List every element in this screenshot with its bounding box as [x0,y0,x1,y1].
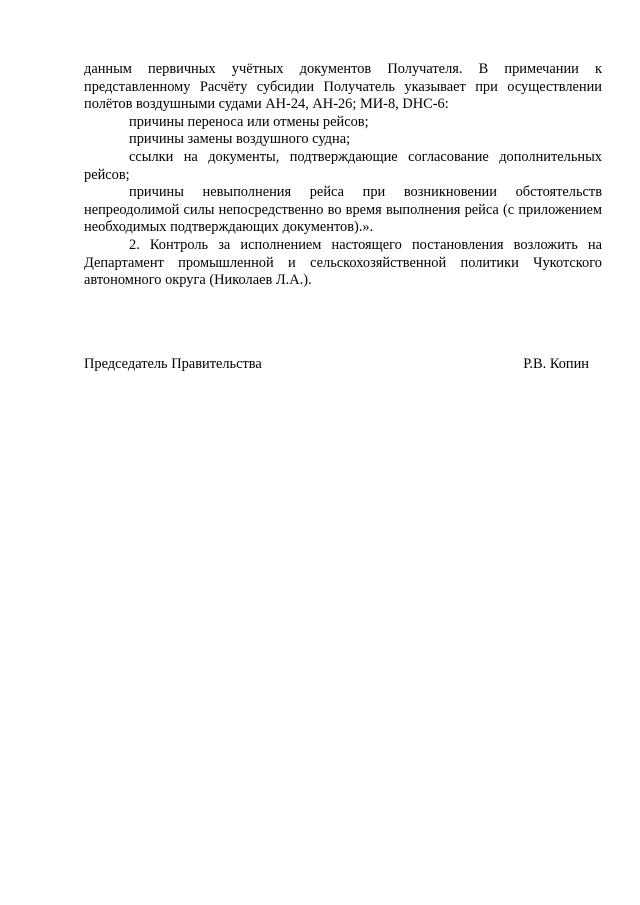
signature-block [84,356,589,374]
paragraph-control: 2. Контроль за исполнением настоящего постановления возложить на Департамент промышленной и сельскохозяйственной политики Чукотского автономного округа (Николаев Л.А.). [84,236,602,289]
signatory-name: Р.В. Копин [523,356,589,372]
paragraph-continuation: данным первичных учётных документов Получателя. В примечании к представленному Расчёту субсидии Получатель указывает при осуществлении полётов воздушными судами АН-24, АН-26; МИ-8, DHC-6: [84,61,602,113]
paragraph-additional-flights: ссылки на документы, подтверждающие согласование дополнительных рейсов; [84,148,602,183]
paragraph-force-majeure: причины невыполнения рейса при возникновении обстоятельств непреодолимой силы непосредственно во время выполнения рейса (с приложением необходимых подтверждающих документов).». [84,184,602,236]
paragraph-flight-postponement: причины переноса или отмены рейсов; [129,113,369,130]
signatory-position: Председатель Правительства [84,356,262,372]
paragraph-aircraft-replacement: причины замены воздушного судна; [129,131,351,148]
document-body [84,61,602,290]
